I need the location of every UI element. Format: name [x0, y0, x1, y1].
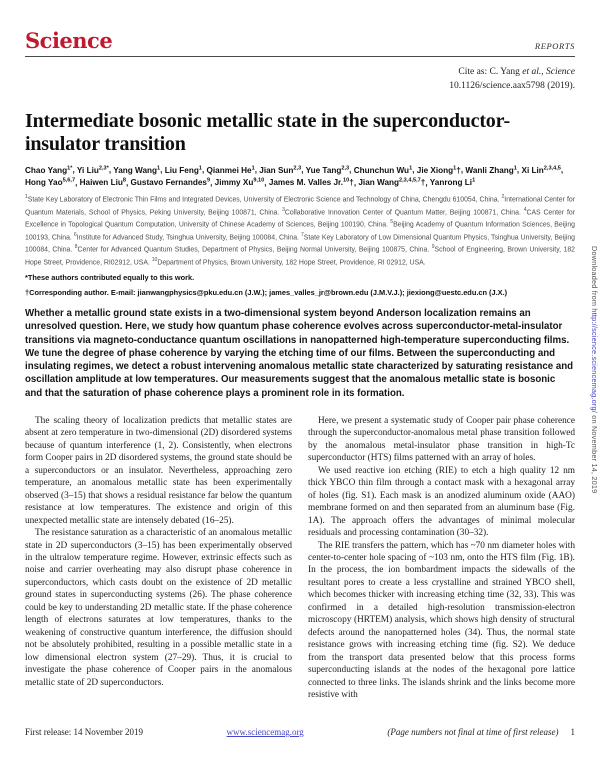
author-name: Jian Sun$^{2,3}$: [259, 164, 302, 175]
author-name: Xi Lin$^{2,3,4,5}$: [521, 164, 561, 175]
affiliation-number: 5: [390, 219, 394, 226]
author-name: Chunchun Wu$^1$: [353, 164, 413, 175]
author-name: Liu Feng$^1$: [164, 164, 202, 175]
affiliation-number: 6: [73, 231, 77, 238]
author-name: Wanli Zhang$^1$: [465, 164, 517, 175]
cite-journal: Science: [545, 67, 575, 77]
footer-right: [387, 727, 575, 737]
page-numbers-note: (Page numbers not final at time of first release): [387, 727, 559, 737]
science-logo: Science: [25, 28, 113, 53]
body-paragraph: The resistance saturation as a characteristic of an anomalous metallic state in 2D superconductors (3–15) has been experimentally observed in the ultralow temperature regime. However, extrinsic effects such as noise and carrier overheating may also disrupt phase coherence in superconductors, which casts doubt on the existence of 2D metallic ground states in superconducting systems (26). The phase coherence could be key to understanding 2D metallic state. If the phase coherence length of electrons saturates at low temperatures, thanks to the weakening of constructive quantum interference, the diffusion should not be absolutely prohibited, resulting in a possible metallic state in a low dimensional electron system (27–29). Thus, it is crucial to investigate the phase coherence of Cooper pairs in the anomalous metallic state of 2D superconductors.: [25, 528, 292, 688]
body-paragraph: Here, we present a systematic study of Cooper pair phase coherence through the superconductor-anomalous metal phase transition followed by the anomalous metal-insulator phase transition in high-Tc superconductor (HTS) films patterned with an array of holes.: [308, 416, 575, 464]
section-label: REPORTS: [534, 41, 575, 51]
body-columns: [25, 415, 575, 701]
affiliation-number: 8: [74, 244, 78, 251]
author-name: Jimmy Xu$^{9,10}$: [214, 177, 265, 188]
abstract: Whether a metallic ground state exists in a two-dimensional system beyond Anderson localization remains an unresolved question. Here, we study how quantum phase coherence evolves across superconductor-metal-insulator transitions via magneto-conductance quantum oscillations in nanopatterned high-temperature superconducting films. We tune the degree of phase coherence by varying the etching time of our films. Between the superconducting and insulating regimes, we detect a robust intervening anomalous metallic state characterized by saturating resistance and oscillation amplitude at low temperatures. Our measurements suggest that the anomalous metallic state is bosonic and that the saturation of phase coherence plays a prominent role in its formation.: [25, 308, 574, 399]
equal-contribution-note: *These authors contributed equally to this work.: [25, 273, 195, 283]
masthead: [25, 30, 575, 51]
author-name: Gustavo Fernandes$^9$: [130, 177, 211, 188]
masthead-rule: [25, 56, 575, 57]
author-name: Yanrong Li$^1$: [429, 177, 476, 188]
cite-prefix: Cite as: C. Yang: [458, 67, 523, 77]
affiliation-number: 10: [151, 256, 158, 263]
cite-etal: et al.: [522, 67, 542, 77]
first-release-date: First release: 14 November 2019: [25, 727, 143, 737]
affiliation-number: 2: [501, 194, 505, 201]
sciencemag-link[interactable]: www.sciencemag.org: [226, 727, 304, 737]
citation-block: [25, 66, 575, 94]
affiliation-number: 3: [282, 206, 285, 213]
affiliation-number: 1: [25, 194, 28, 201]
body-paragraph: The RIE transfers the pattern, which has ~70 nm diameter holes with center-to-center hole spacing of ~103 nm, onto the HTS film (Fig. 1B). In the process, the ion bombardment impacts the sidewalls of the resultant pores to create a less crystalline and strained YBCO shell, which becomes thicker with increasing etching time (32, 33). This was confirmed in a detailed high-resolution transmission-electron microscopy (HRTEM) analysis, which shows high density of structural defects around the nanopatterned holes (34). Thus, the normal state resistance grows with increasing etching time (fig. S2). We deduce from the transport data presented below that this process forms superconducting islands at the nodes of the hexagonal pore lattice connected to three links. The islands shrink and the links become more resistive with: [308, 540, 575, 700]
left-column: [25, 415, 292, 701]
author-name: Qianmei He$^1$: [206, 164, 255, 175]
watermark-pre: Downloaded from: [590, 246, 599, 309]
author-name: Chao Yang$^{1*}$: [25, 164, 73, 175]
page-number: 1: [570, 727, 575, 737]
author-name: James M. Valles Jr.$^{10}$†: [268, 177, 354, 188]
citation-line2: 10.1126/science.aax5798 (2019).: [449, 80, 575, 91]
affiliation-number: 4: [523, 206, 527, 213]
author-list: Chao Yang$^{1*}$, Yi Liu$^{2,3*}$, Yang Wang$^1$, Liu Feng$^1$, Qianmei He$^1$, Jian Sun$^{2,3}$, Yue Tang$^{2,3}$, Chunchun Wu$^1$, Jie Xiong$^1$†, Wanli Zhang$^1$, Xi Lin$^{2,3,4,5}$, Hong Yao$^{5,6,7}$, Haiwen Liu$^8$, Gustavo Fernandes$^9$, Jimmy Xu$^{9,10}$, James M. Valles Jr.$^{10}$†, Jian Wang$^{2,3,4,5,7}$†, Yanrong Li$^1$: [25, 164, 564, 188]
citation-line1: [25, 66, 575, 80]
download-watermark: [590, 246, 599, 493]
author-name: Haiwen Liu$^8$: [79, 177, 126, 188]
cite-sep: ,: [541, 67, 546, 77]
page-footer: [25, 727, 575, 737]
title-line-1: Intermediate bosonic metallic state in the superconductor-: [25, 109, 511, 132]
body-paragraph: The scaling theory of localization predicts that metallic states are absent at zero temperature in two-dimensional (2D) disordered systems because of quantum interference (1, 2). Consistently, when electrons form Cooper pairs in 2D disordered systems, the ground state should be a superconductors or an insulator. Nevertheless, approaching zero temperature, an anomalous metallic state has been experimentally observed (3–15) that shows a residual resistance far below the quantum resistance at low temperatures. The existence and origin of this unexpected metallic state are intensely debated (16–25).: [25, 416, 292, 526]
corresponding-author-note: †Corresponding author. E-mail: jianwangphysics@pku.edu.cn (J.W.); james_valles_jr@brown.edu (J.M.V.J.); jiexiong@uestc.edu.cn (J.X.): [25, 288, 508, 298]
affiliation-list: $^1$State Key Laboratory of Electronic Thin Films and Integrated Devices, University of Electronic Science and Technology of China, Chengdu 610054, China. $^2$International Center for Quantum Materials, School of Physics, Peking University, Beijing 100871, China. $^3$Collaborative Innovation Center of Quantum Matter, Beijing 100871, China. $^4$CAS Center for Excellence in Topological Quantum Computation, University of Chinese Academy of Sciences, Beijing 100190, China. $^5$Beijing Academy of Quantum Information Sciences, Beijing 100193, China. $^6$Institute for Advanced Study, Tsinghua University, Beijing 100084, China. $^7$State Key Laboratory of Low Dimensional Quantum Physics, Tsinghua University, Beijing 100084, China. $^8$Center for Advanced Quantum Studies, Department of Physics, Beijing Normal University, Beijing 100875, China. $^9$School of Engineering, Brown University, 182 Hope Street, Providence, RI02912, USA. $^{10}$Department of Physics, Brown University, 182 Hope Street, Providence, RI 02912, USA.: [25, 194, 576, 266]
author-name: Yi Liu$^{2,3*}$: [76, 164, 109, 175]
watermark-url-link[interactable]: http://science.sciencemag.org/: [590, 308, 599, 413]
body-paragraph: We used reactive ion etching (RIE) to etch a high quality 12 nm thick YBCO thin film through a contact mask with a hexagonal array of holes (fig. S1). Each mask is an anodized aluminum oxide (AAO) membrane formed on and then separated from an aluminum base (Fig. 1A). The approach offers the advantages of minimal molecular residuals and processing contamination (30–32).: [308, 465, 575, 539]
author-name: Yang Wang$^1$: [113, 164, 161, 175]
affiliation-number: 9: [431, 244, 435, 251]
author-name: Jian Wang$^{2,3,4,5,7}$†: [358, 177, 426, 188]
author-name: Jie Xiong$^1$†: [416, 164, 461, 175]
affiliation-number: 7: [300, 231, 304, 238]
page-title: [25, 110, 575, 156]
author-name: Yue Tang$^{2,3}$: [305, 164, 350, 175]
right-column: [308, 415, 575, 701]
watermark-post: on November 14, 2019: [590, 412, 599, 494]
title-line-2: insulator transition: [25, 132, 186, 155]
author-name: Hong Yao$^{5,6,7}$: [25, 177, 76, 188]
